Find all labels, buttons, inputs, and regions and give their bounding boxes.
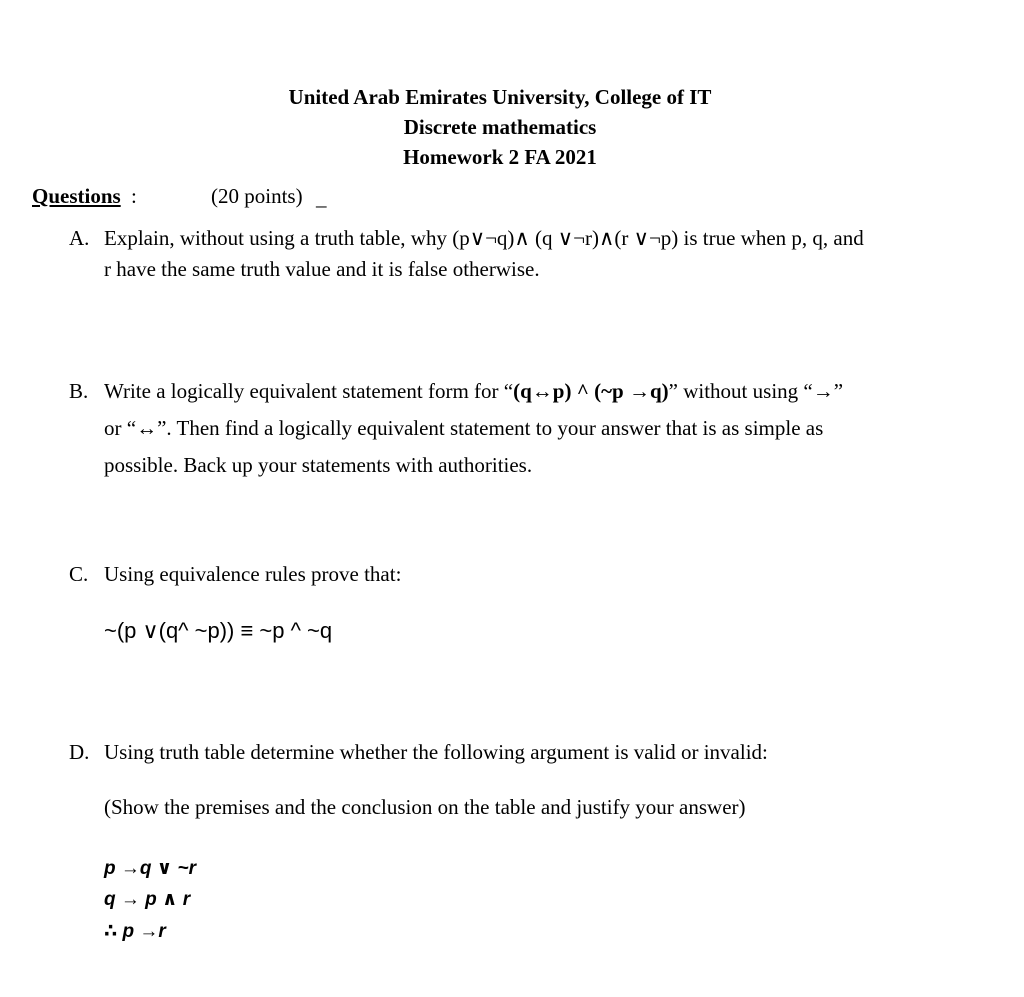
questions-heading: Questions [32, 184, 121, 208]
points-underscore-mark: _ [316, 186, 327, 210]
questions-heading-colon: : [131, 184, 137, 208]
biconditional-arrow: ↔ [136, 416, 158, 440]
question-b-line-1-end: ” [833, 379, 844, 403]
question-c-text: Using equivalence rules prove that: [104, 562, 402, 586]
question-b-text-line-2 [104, 416, 823, 441]
question-a-text-line-1: Explain, without using a truth table, why (p∨¬q)∧ (q ∨¬r)∧(r ∨¬p) is true when p, q, and [104, 226, 864, 250]
question-b-line-2-rest: ”. Then find a logically equivalent statement to your answer that is as simple as [157, 416, 824, 440]
premise-1: p →q ∨ ~r [104, 858, 196, 879]
question-b-text-line-1 [104, 379, 843, 404]
question-b-text-line-3: possible. Back up your statements with authorities. [104, 453, 533, 477]
points-total: (20 points) [211, 184, 303, 208]
conclusion: ∴ p →r [104, 921, 166, 942]
premise-2: q → p ∧ r [104, 889, 191, 910]
question-b-line-1-mid: ” without using “ [668, 379, 813, 403]
question-d-letter: D. [69, 740, 90, 764]
implication-arrow: → [812, 379, 834, 403]
question-a-text-line-2: r have the same truth value and it is false otherwise. [104, 257, 540, 281]
question-a-letter: A. [69, 226, 90, 250]
question-d-text-line-2: (Show the premises and the conclusion on the table and justify your answer) [104, 795, 746, 819]
question-b-line-1-start: Write a logically equivalent statement form for “ [104, 379, 514, 403]
university-title: United Arab Emirates University, College of IT [288, 85, 712, 109]
question-c-letter: C. [69, 562, 89, 586]
question-b-letter: B. [69, 379, 89, 403]
question-b-statement: (q↔p) ^ (~p →q) [513, 379, 669, 403]
question-b-line-2-start: or “ [104, 416, 137, 440]
assignment-title: Homework 2 FA 2021 [403, 145, 597, 169]
question-c-formula: ~(p ∨(q^ ~p)) ≡ ~p ^ ~q [104, 618, 333, 643]
question-d-text-line-1: Using truth table determine whether the following argument is valid or invalid: [104, 740, 768, 764]
course-title: Discrete mathematics [403, 115, 597, 139]
